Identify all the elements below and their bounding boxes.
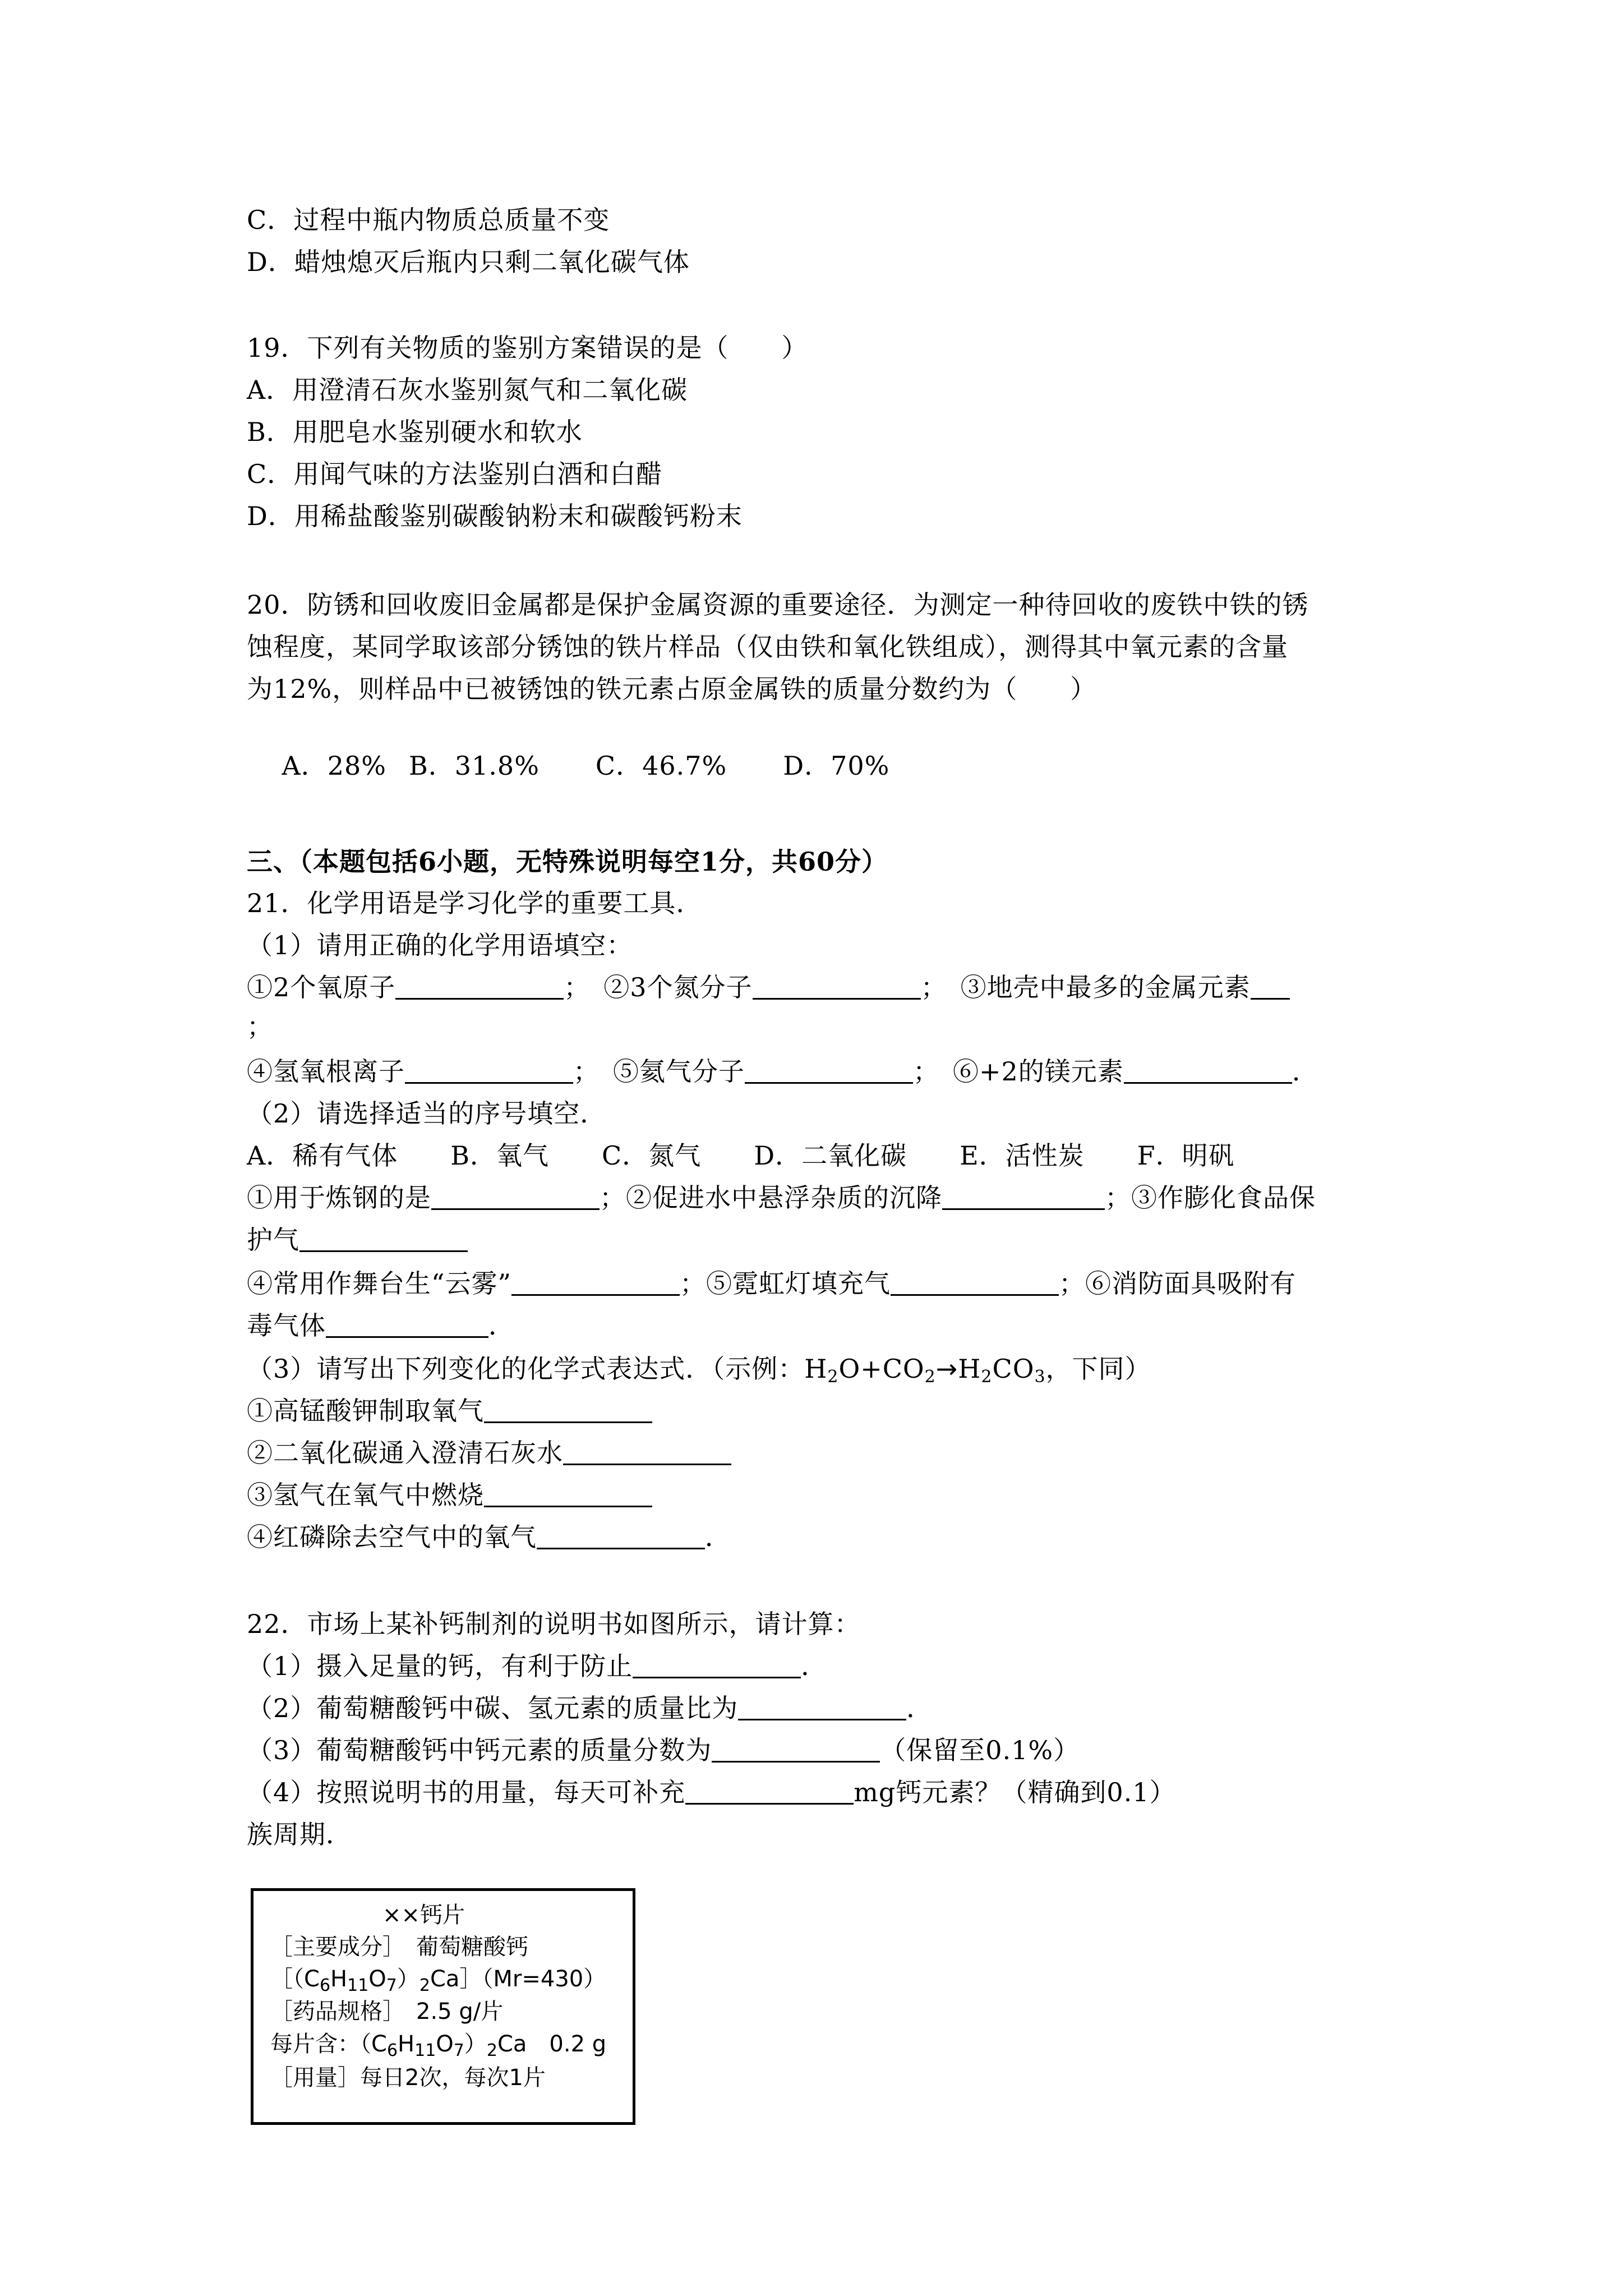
- q21-equation-3: ③氢气在氧气中燃烧: [247, 1478, 652, 1512]
- q21-row-2: ④氢氧根离子 ； ⑤氦气分子 ； ⑥+2的镁元素 ．: [247, 1056, 1318, 1087]
- q22-sub-1: （1）摄入足量的钙，有利于防止 ．: [247, 1651, 828, 1681]
- q21-uses-row-1b: 护气: [247, 1223, 468, 1257]
- answer-blank[interactable]: [1124, 1057, 1292, 1084]
- q19-stem: 19．下列有关物质的鉴别方案错误的是（ ）: [247, 333, 808, 363]
- label-ingredient: ［主要成分］ 葡萄糖酸钙: [270, 1934, 528, 1960]
- answer-blank[interactable]: [891, 1269, 1059, 1296]
- q20-option-a: A．28%: [282, 751, 386, 781]
- q20-line-1: 20．防锈和回收废旧金属都是保护金属资源的重要途径．为测定一种待回收的废铁中铁的锈: [247, 590, 1309, 620]
- label-dosage: ［用量］每日2次，每次1片: [270, 2065, 546, 2091]
- q19-option-a: A．用澄清石灰水鉴别氮气和二氧化碳: [247, 375, 688, 405]
- answer-blank[interactable]: [563, 1439, 731, 1465]
- answer-blank[interactable]: [738, 1694, 906, 1720]
- answer-blank[interactable]: [299, 1226, 468, 1252]
- q22-stem: 22．市场上某补钙制剂的说明书如图所示，请计算：: [247, 1609, 861, 1639]
- q22-stray-text: 族周期．: [247, 1819, 352, 1849]
- q22-sub-2: （2）葡萄糖酸钙中碳、氢元素的质量比为 ．: [247, 1693, 933, 1723]
- section-3-title: 三、（本题包括6小题，无特殊说明每空1分，共60分）: [247, 846, 888, 877]
- q22-sub-3: （3）葡萄糖酸钙中钙元素的质量分数为 （保留至0.1%）: [247, 1735, 1080, 1765]
- q21-equation-1: ①高锰酸钾制取氧气: [247, 1394, 652, 1428]
- q21-uses-row-2b: 毒气体 ．: [247, 1310, 515, 1341]
- q21-uses-row-2: ④常用作舞台生“云雾” ；⑤霓虹灯填充气 ；⑥消防面具吸附有: [247, 1268, 1297, 1299]
- answer-blank[interactable]: [537, 1523, 705, 1549]
- q18-option-d: D．蜡烛熄灭后瓶内只剩二氧化碳气体: [247, 247, 690, 277]
- supplement-label-box: [251, 1888, 635, 2125]
- answer-blank[interactable]: [633, 1652, 801, 1678]
- q20-line-3: 为12%，则样品中已被锈蚀的铁元素占原金属铁的质量分数约为（ ）: [247, 674, 1097, 704]
- answer-blank[interactable]: [326, 1312, 488, 1338]
- answer-blank[interactable]: [484, 1481, 652, 1507]
- q19-option-c: C．用闻气味的方法鉴别白酒和白醋: [247, 459, 663, 489]
- q21-part-1: （1）请用正确的化学用语填空：: [247, 930, 633, 960]
- answer-blank[interactable]: [753, 973, 921, 1000]
- q19-option-b: B．用肥皂水鉴别硬水和软水: [247, 417, 583, 447]
- label-per-tablet: 每片含：$(C_6H_{11}O_7)_2Ca$ 0.2 g: [270, 2031, 607, 2060]
- answer-blank[interactable]: [484, 1397, 652, 1423]
- answer-blank[interactable]: [685, 1778, 854, 1805]
- q20-option-d: D．70%: [783, 751, 890, 781]
- answer-blank[interactable]: [745, 1057, 913, 1084]
- q21-equation-2: ②二氧化碳通入澄清石灰水: [247, 1436, 731, 1470]
- answer-blank[interactable]: [405, 1057, 573, 1084]
- q20-option-c: C．46.7%: [595, 751, 727, 781]
- answer-blank[interactable]: [942, 1184, 1105, 1210]
- q21-row-1: ①2个氧原子 ； ②3个氮分子 ； ③地壳中最多的金属元素: [247, 970, 1290, 1004]
- q20-options: [247, 715, 889, 816]
- q21-choices: A．稀有气体 B．氧气 C．氮气 D．二氧化碳 E．活性炭 F．明矾: [247, 1140, 1235, 1171]
- label-formula: $[(C_6H_{11}O_7)_2Ca](Mr=430)$: [270, 1966, 606, 1995]
- answer-blank[interactable]: [511, 1269, 680, 1296]
- label-title: ××钙片: [382, 1902, 465, 1928]
- reaction-arrow-icon: →: [935, 1354, 958, 1384]
- q22-sub-4: （4）按照说明书的用量，每天可补充 mg钙元素？（精确到0.1）: [247, 1777, 1176, 1807]
- q21-part-2: （2）请选择适当的序号填空．: [247, 1098, 607, 1129]
- answer-blank[interactable]: [1251, 973, 1290, 1000]
- q21-equation-4: ④红磷除去空气中的氧气 ．: [247, 1522, 731, 1552]
- answer-blank[interactable]: [712, 1736, 880, 1763]
- q21-part-3: （3）请写出下列变化的化学式表达式．（示例：$H_2O+CO_2\to H_2CO_3$，下同）: [247, 1354, 1151, 1387]
- q21-stem: 21．化学用语是学习化学的重要工具．: [247, 888, 703, 918]
- q19-option-d: D．用稀盐酸鉴别碳酸钠粉末和碳酸钙粉末: [247, 501, 743, 531]
- q20-line-2: 蚀程度，某同学取该部分锈蚀的铁片样品（仅由铁和氧化铁组成），测得其中氧元素的含量: [247, 632, 1288, 662]
- label-spec: ［药品规格］ 2.5 g/片: [270, 1999, 504, 2024]
- q20-option-b: B．31.8%: [408, 751, 540, 781]
- q21-row-1-semicolon: ；: [247, 1011, 273, 1042]
- answer-blank[interactable]: [431, 1184, 600, 1210]
- q21-uses-row-1: ①用于炼钢的是 ；②促进水中悬浮杂质的沉降 ；③作膨化食品保: [247, 1182, 1316, 1213]
- answer-blank[interactable]: [395, 973, 564, 1000]
- q18-option-c: C．过程中瓶内物质总质量不变: [247, 205, 610, 235]
